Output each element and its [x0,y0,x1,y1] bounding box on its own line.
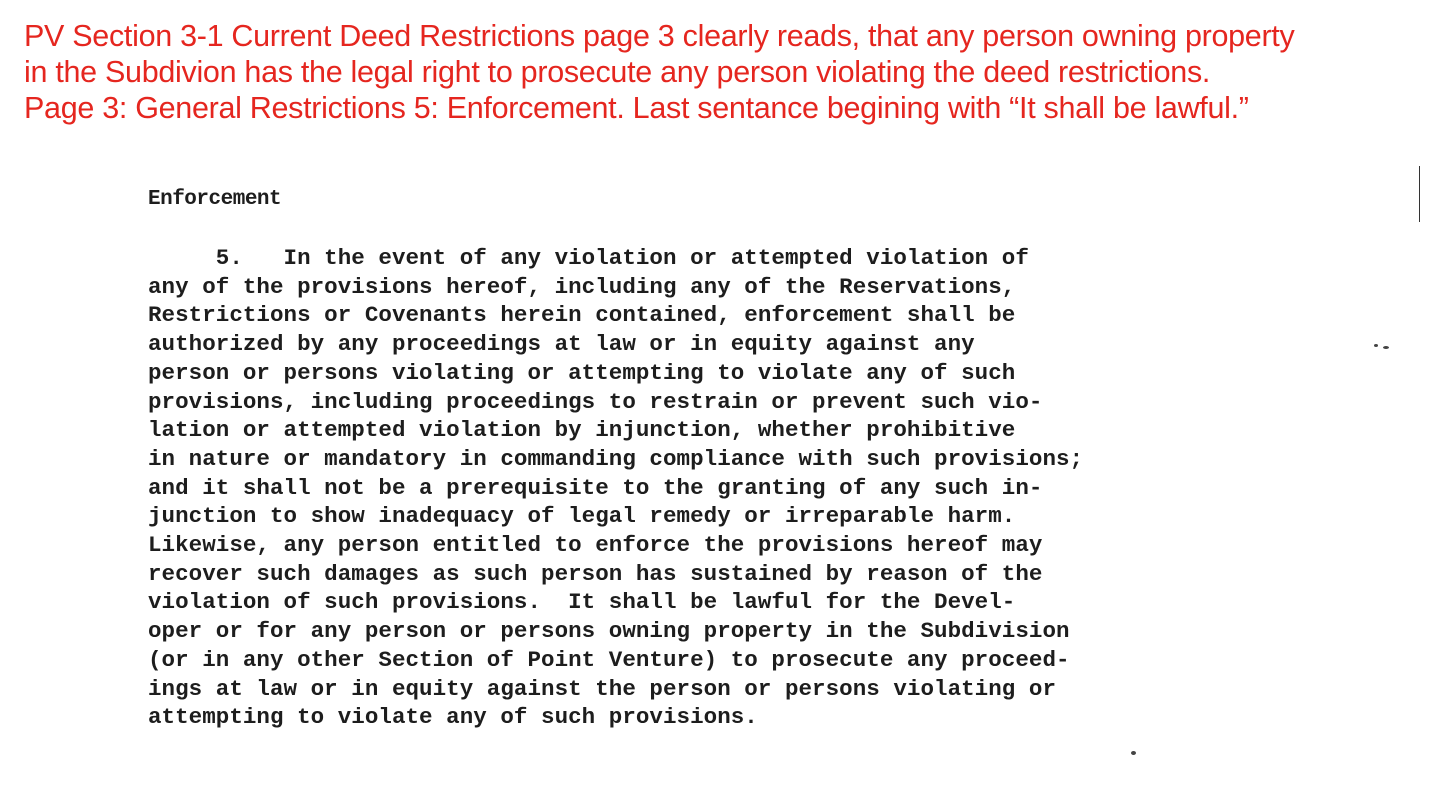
body-line: Likewise, any person entitled to enforce the provisions hereof may [148,532,1043,559]
scan-edge-mark [1419,166,1420,222]
body-line: in nature or mandatory in commanding compliance with such provisions; [148,445,1084,472]
body-line: attempting to violate any of such provisions. [148,704,758,731]
body-line: and it shall not be a prerequisite to the granting of any such in- [148,474,1043,501]
body-line: 5. In the event of any violation or attempted violation of [148,245,1029,271]
body-line: authorized by any proceedings at law or in equity against any [148,331,975,358]
body-line: oper or for any person or persons owning property in the Subdivision [148,618,1070,645]
scan-speck [1383,346,1389,349]
body-line: (or in any other Section of Point Venture) to prosecute any proceed- [148,646,1070,673]
body-line: junction to show inadequacy of legal remedy or irreparable harm. [148,503,1016,530]
annotation-line-3: Page 3: General Restrictions 5: Enforcement. Last sentance begining with “It shall be lawful.” [24,91,1249,125]
body-line: violation of such provisions. It shall be lawful for the Devel- [148,589,1016,616]
scan-speck [1131,751,1136,755]
annotation-line-2: in the Subdivion has the legal right to prosecute any person violating the deed restrictions. [24,55,1211,89]
body-line: recover such damages as such person has sustained by reason of the [148,560,1043,587]
annotation-line-1: PV Section 3-1 Current Deed Restrictions page 3 clearly reads, that any person owning property [24,19,1295,53]
section-heading: Enforcement [148,188,282,211]
body-line: any of the provisions hereof, including any of the Reservations, [148,273,1016,300]
body-line: person or persons violating or attempting to violate any of such [148,359,1016,386]
scanned-document-excerpt [0,150,1453,789]
scan-speck [1374,344,1378,347]
annotation-caption [24,18,1444,126]
body-line: provisions, including proceedings to restrain or prevent such vio- [148,388,1043,415]
body-line: Restrictions or Covenants herein contained, enforcement shall be [148,302,1016,329]
body-line: ings at law or in equity against the person or persons violating or [148,675,1056,702]
section-body [148,244,1328,732]
body-line: lation or attempted violation by injunction, whether prohibitive [148,417,1016,444]
